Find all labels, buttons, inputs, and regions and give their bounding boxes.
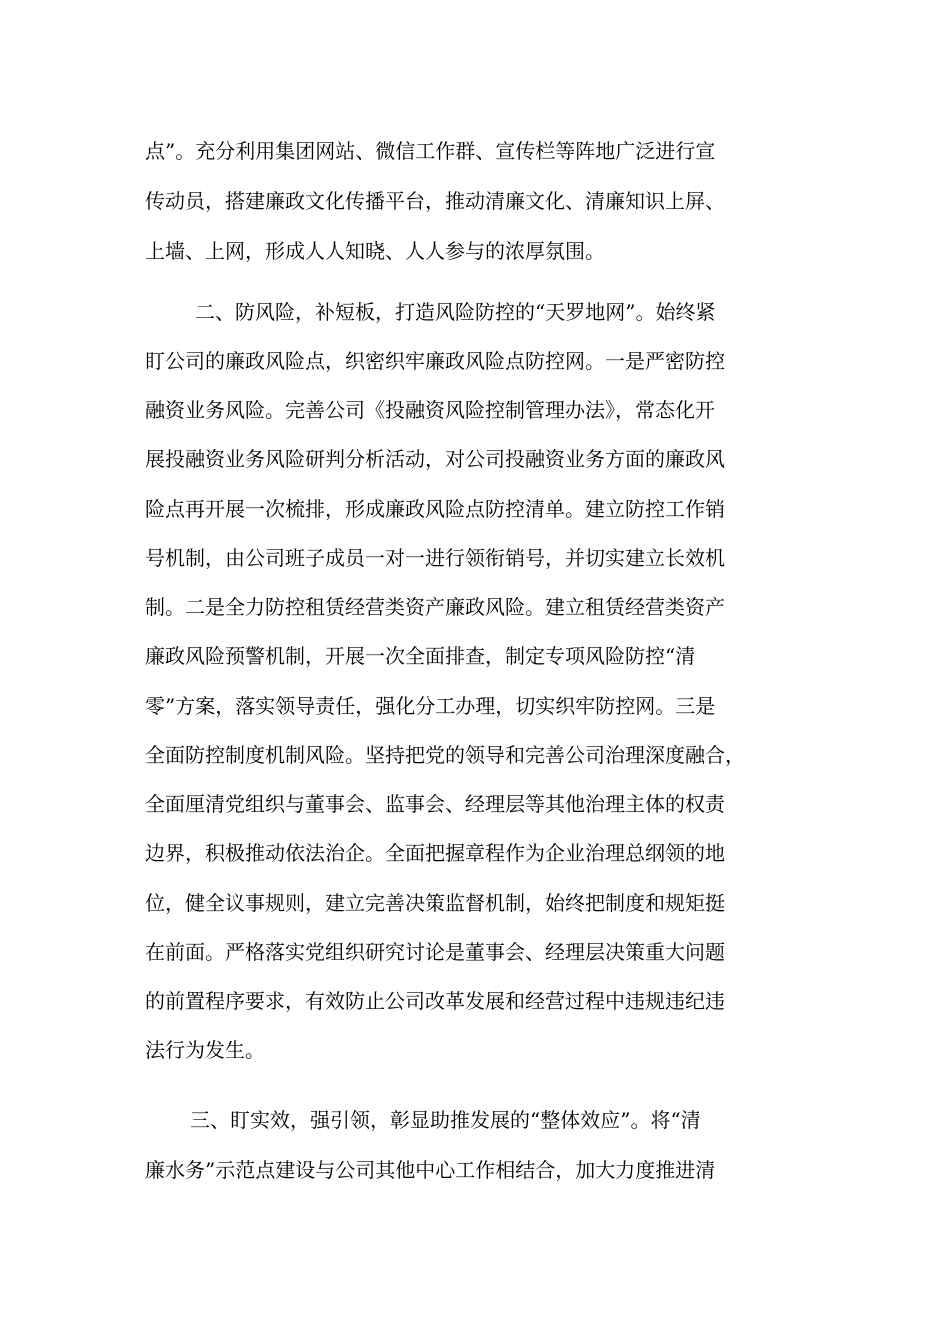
text-line: 展投融资业务风险研判分析活动，对公司投融资业务方面的廉政风 (145, 447, 725, 471)
text-line: 险点再开展一次梳排，形成廉政风险点防控清单。建立防控工作销 (145, 497, 725, 521)
text-line: 传动员，搭建廉政文化传播平台，推动清廉文化、清廉知识上屏、 (145, 189, 725, 213)
text-line: 盯公司的廉政风险点，织密织牢廉政风险点防控网。一是严密防控 (145, 349, 725, 373)
text-line: 边界，积极推动依法治企。全面把握章程作为企业治理总纲领的地 (145, 841, 725, 865)
text-line: 制。二是全力防控租赁经营类资产廉政风险。建立租赁经营类资产 (145, 595, 725, 619)
text-line: 零”方案，落实领导责任，强化分工办理，切实织牢防控网。三是 (145, 694, 716, 718)
text-line: 位，健全议事规则，建立完善决策监督机制，始终把制度和规矩挺 (145, 891, 725, 915)
text-line: 廉政风险预警机制，开展一次全面排查，制定专项风险防控“清 (145, 644, 696, 668)
text-line: 全面防控制度机制风险。坚持把党的领导和完善公司治理深度融合， (145, 743, 745, 767)
text-line: 点”。充分利用集团网站、微信工作群、宣传栏等阵地广泛进行宣 (145, 139, 716, 163)
text-line: 二、防风险，补短板，打造风险防控的“天罗地网”。始终紧 (195, 300, 716, 324)
text-line: 法行为发生。 (145, 1038, 265, 1062)
text-line: 上墙、上网，形成人人知晓、人人参与的浓厚氛围。 (145, 239, 605, 263)
text-line: 融资业务风险。完善公司《投融资风险控制管理办法》，常态化开 (145, 398, 715, 422)
text-line: 在前面。严格落实党组织研究讨论是董事会、经理层决策重大问题 (145, 940, 725, 964)
text-line: 的前置程序要求，有效防止公司改革发展和经营过程中违规违纪违 (145, 989, 725, 1013)
text-line: 号机制，由公司班子成员一对一进行领衔销号，并切实建立长效机 (145, 546, 725, 570)
text-line: 三、盯实效，强引领，彰显助推发展的“整体效应”。将“清 (190, 1108, 701, 1132)
text-line: 全面厘清党组织与董事会、监事会、经理层等其他治理主体的权责 (145, 792, 725, 816)
text-line: 廉水务”示范点建设与公司其他中心工作相结合，加大力度推进清 (145, 1158, 716, 1182)
